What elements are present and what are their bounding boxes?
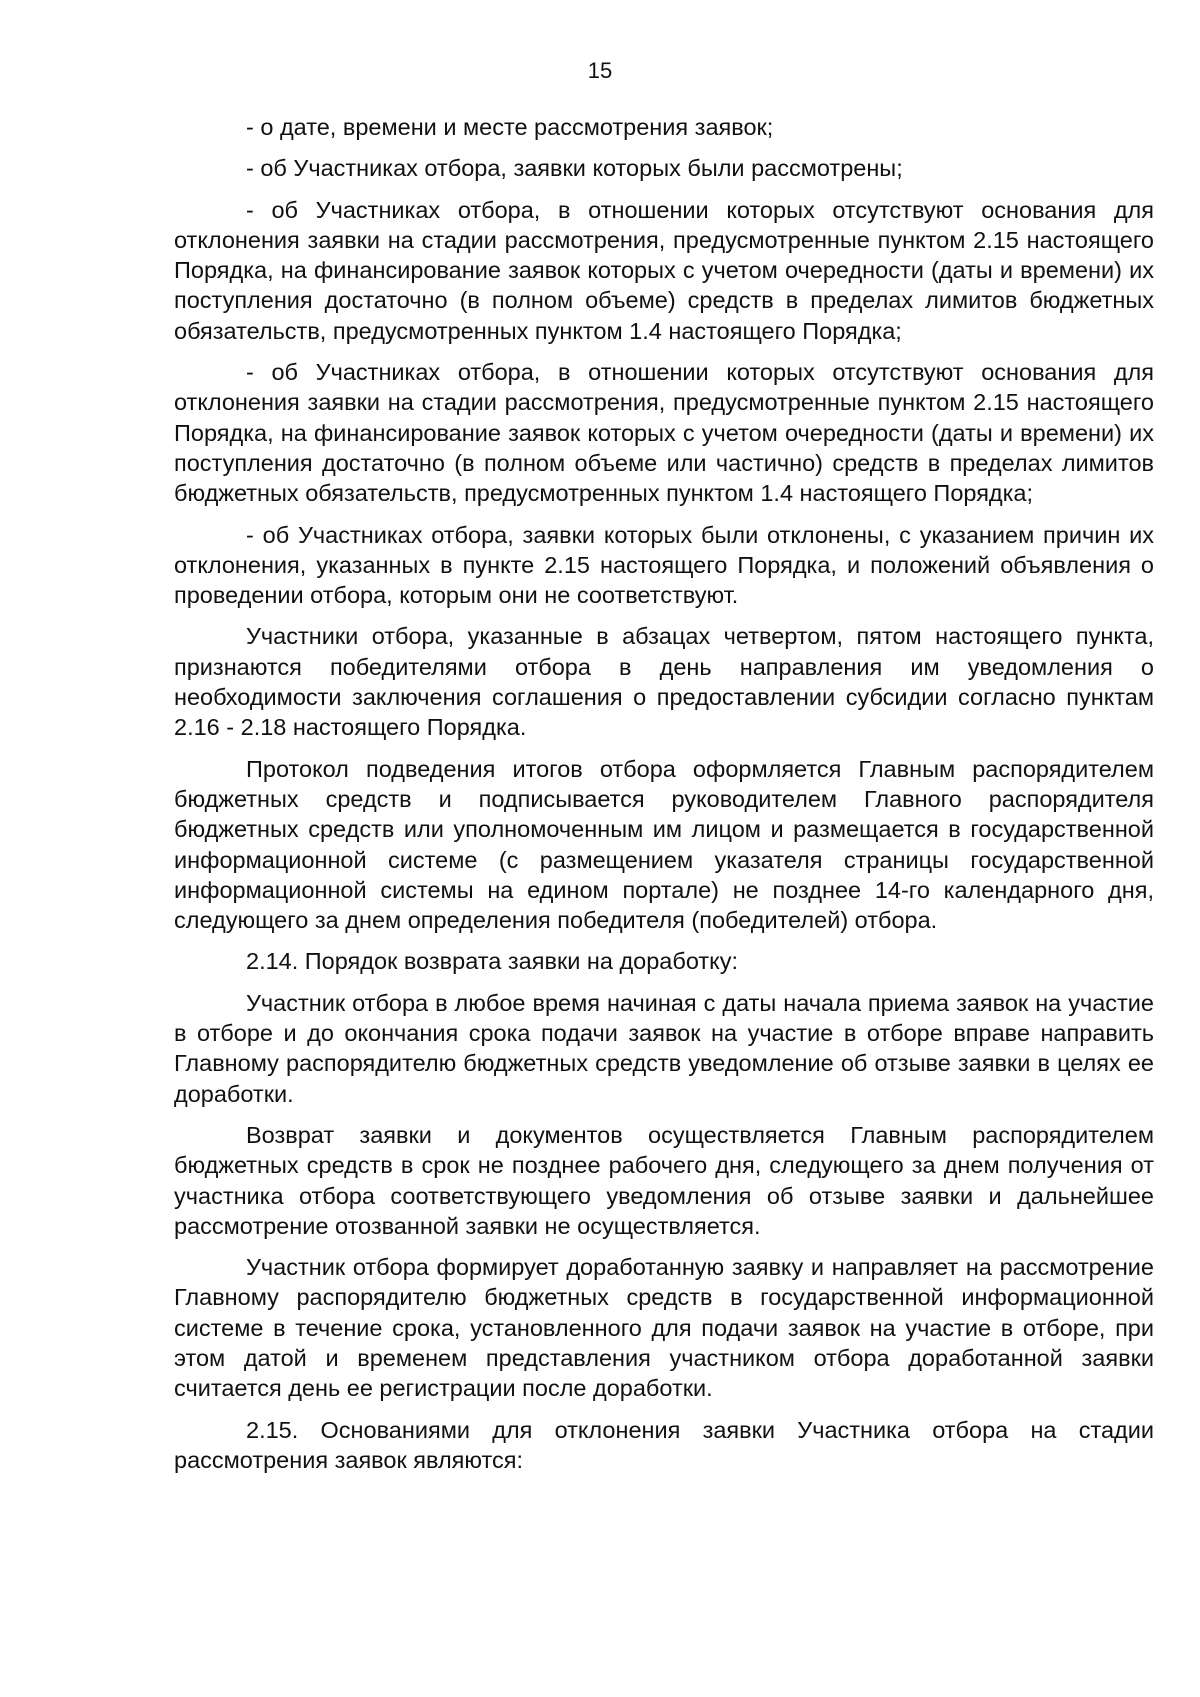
section-heading-2-14: 2.14. Порядок возврата заявки на доработку: [246, 948, 738, 975]
section-heading-2-15: 2.15. Основаниями для отклонения заявки Участника отбора на стадии рассмотрения заявок являются: [174, 1416, 1154, 1473]
paragraph-return-of-application: Возврат заявки и документов осуществляется Главным распорядителем бюджетных средств в срок не позднее рабочего дня, следующего за днем получения от участника отбора соответствующего уведомления об отзыве заявки и дальнейшее рассмотрение отозванной заявки не осуществляется. [174, 1121, 1154, 1239]
list-item-full-funding-participants: - об Участниках отбора, в отношении которых отсутствуют основания для отклонения заявки на стадии рассмотрения, предусмотренные пунктом 2.15 настоящего Порядка, на финансирование заявок которых с учетом очередности (даты и времени) их поступления достаточно (в полном объеме) средств в пределах лимитов бюджетных обязательств, предусмотренных пунктом 1.4 настоящего Порядка; [174, 196, 1154, 344]
paragraph-revised-application: Участник отбора формирует доработанную заявку и направляет на рассмотрение Главному распорядителю бюджетных средств в государственной информационной системе в течение срока, установленного для подачи заявок на участие в отборе, при этом датой и временем представления участником отбора доработанной заявки считается день ее регистрации после доработки. [174, 1254, 1154, 1402]
list-item-review-date: - о дате, времени и месте рассмотрения заявок; [246, 114, 774, 140]
list-item-partial-funding-participants: - об Участниках отбора, в отношении которых отсутствуют основания для отклонения заявки на стадии рассмотрения, предусмотренные пунктом 2.15 настоящего Порядка, на финансирование заявок которых с учетом очередности (даты и времени) их поступления достаточно (в полном объеме или частично) средств в пределах лимитов бюджетных обязательств, предусмотренных пунктом 1.4 настоящего Порядка; [174, 359, 1154, 507]
paragraph-protocol: Протокол подведения итогов отбора оформляется Главным распорядителем бюджетных средств и подписывается руководителем Главного распорядителя бюджетных средств или уполномоченным им лицом и размещается в государственной информационной системе (с размещением указателя страницы государственной информационной системы на едином портале) не позднее 14-го календарного дня, следующего за днем определения победителя (победителей) отбора. [174, 755, 1154, 934]
list-item-reviewed-participants: - об Участниках отбора, заявки которых были рассмотрены; [246, 155, 903, 182]
document-body [174, 112, 1154, 1475]
paragraph-withdrawal-notice: Участник отбора в любое время начиная с даты начала приема заявок на участие в отборе и до окончания срока подачи заявок на участие в отборе вправе направить Главному распорядителю бюджетных средств уведомление об отзыве заявки в целях ее доработки. [174, 989, 1154, 1107]
page-number: 15 [587, 58, 613, 83]
paragraph-winners: Участники отбора, указанные в абзацах четвертом, пятом настоящего пункта, признаются победителями отбора в день направления им уведомления о необходимости заключения соглашения о предоставлении субсидии согласно пунктам 2.16 - 2.18 настоящего Порядка. [174, 623, 1154, 741]
list-item-rejected-participants: - об Участниках отбора, заявки которых были отклонены, с указанием причин их отклонения, указанных в пункте 2.15 настоящего Порядка, и положений объявления о проведении отбора, которым они не соответствуют. [174, 521, 1154, 609]
